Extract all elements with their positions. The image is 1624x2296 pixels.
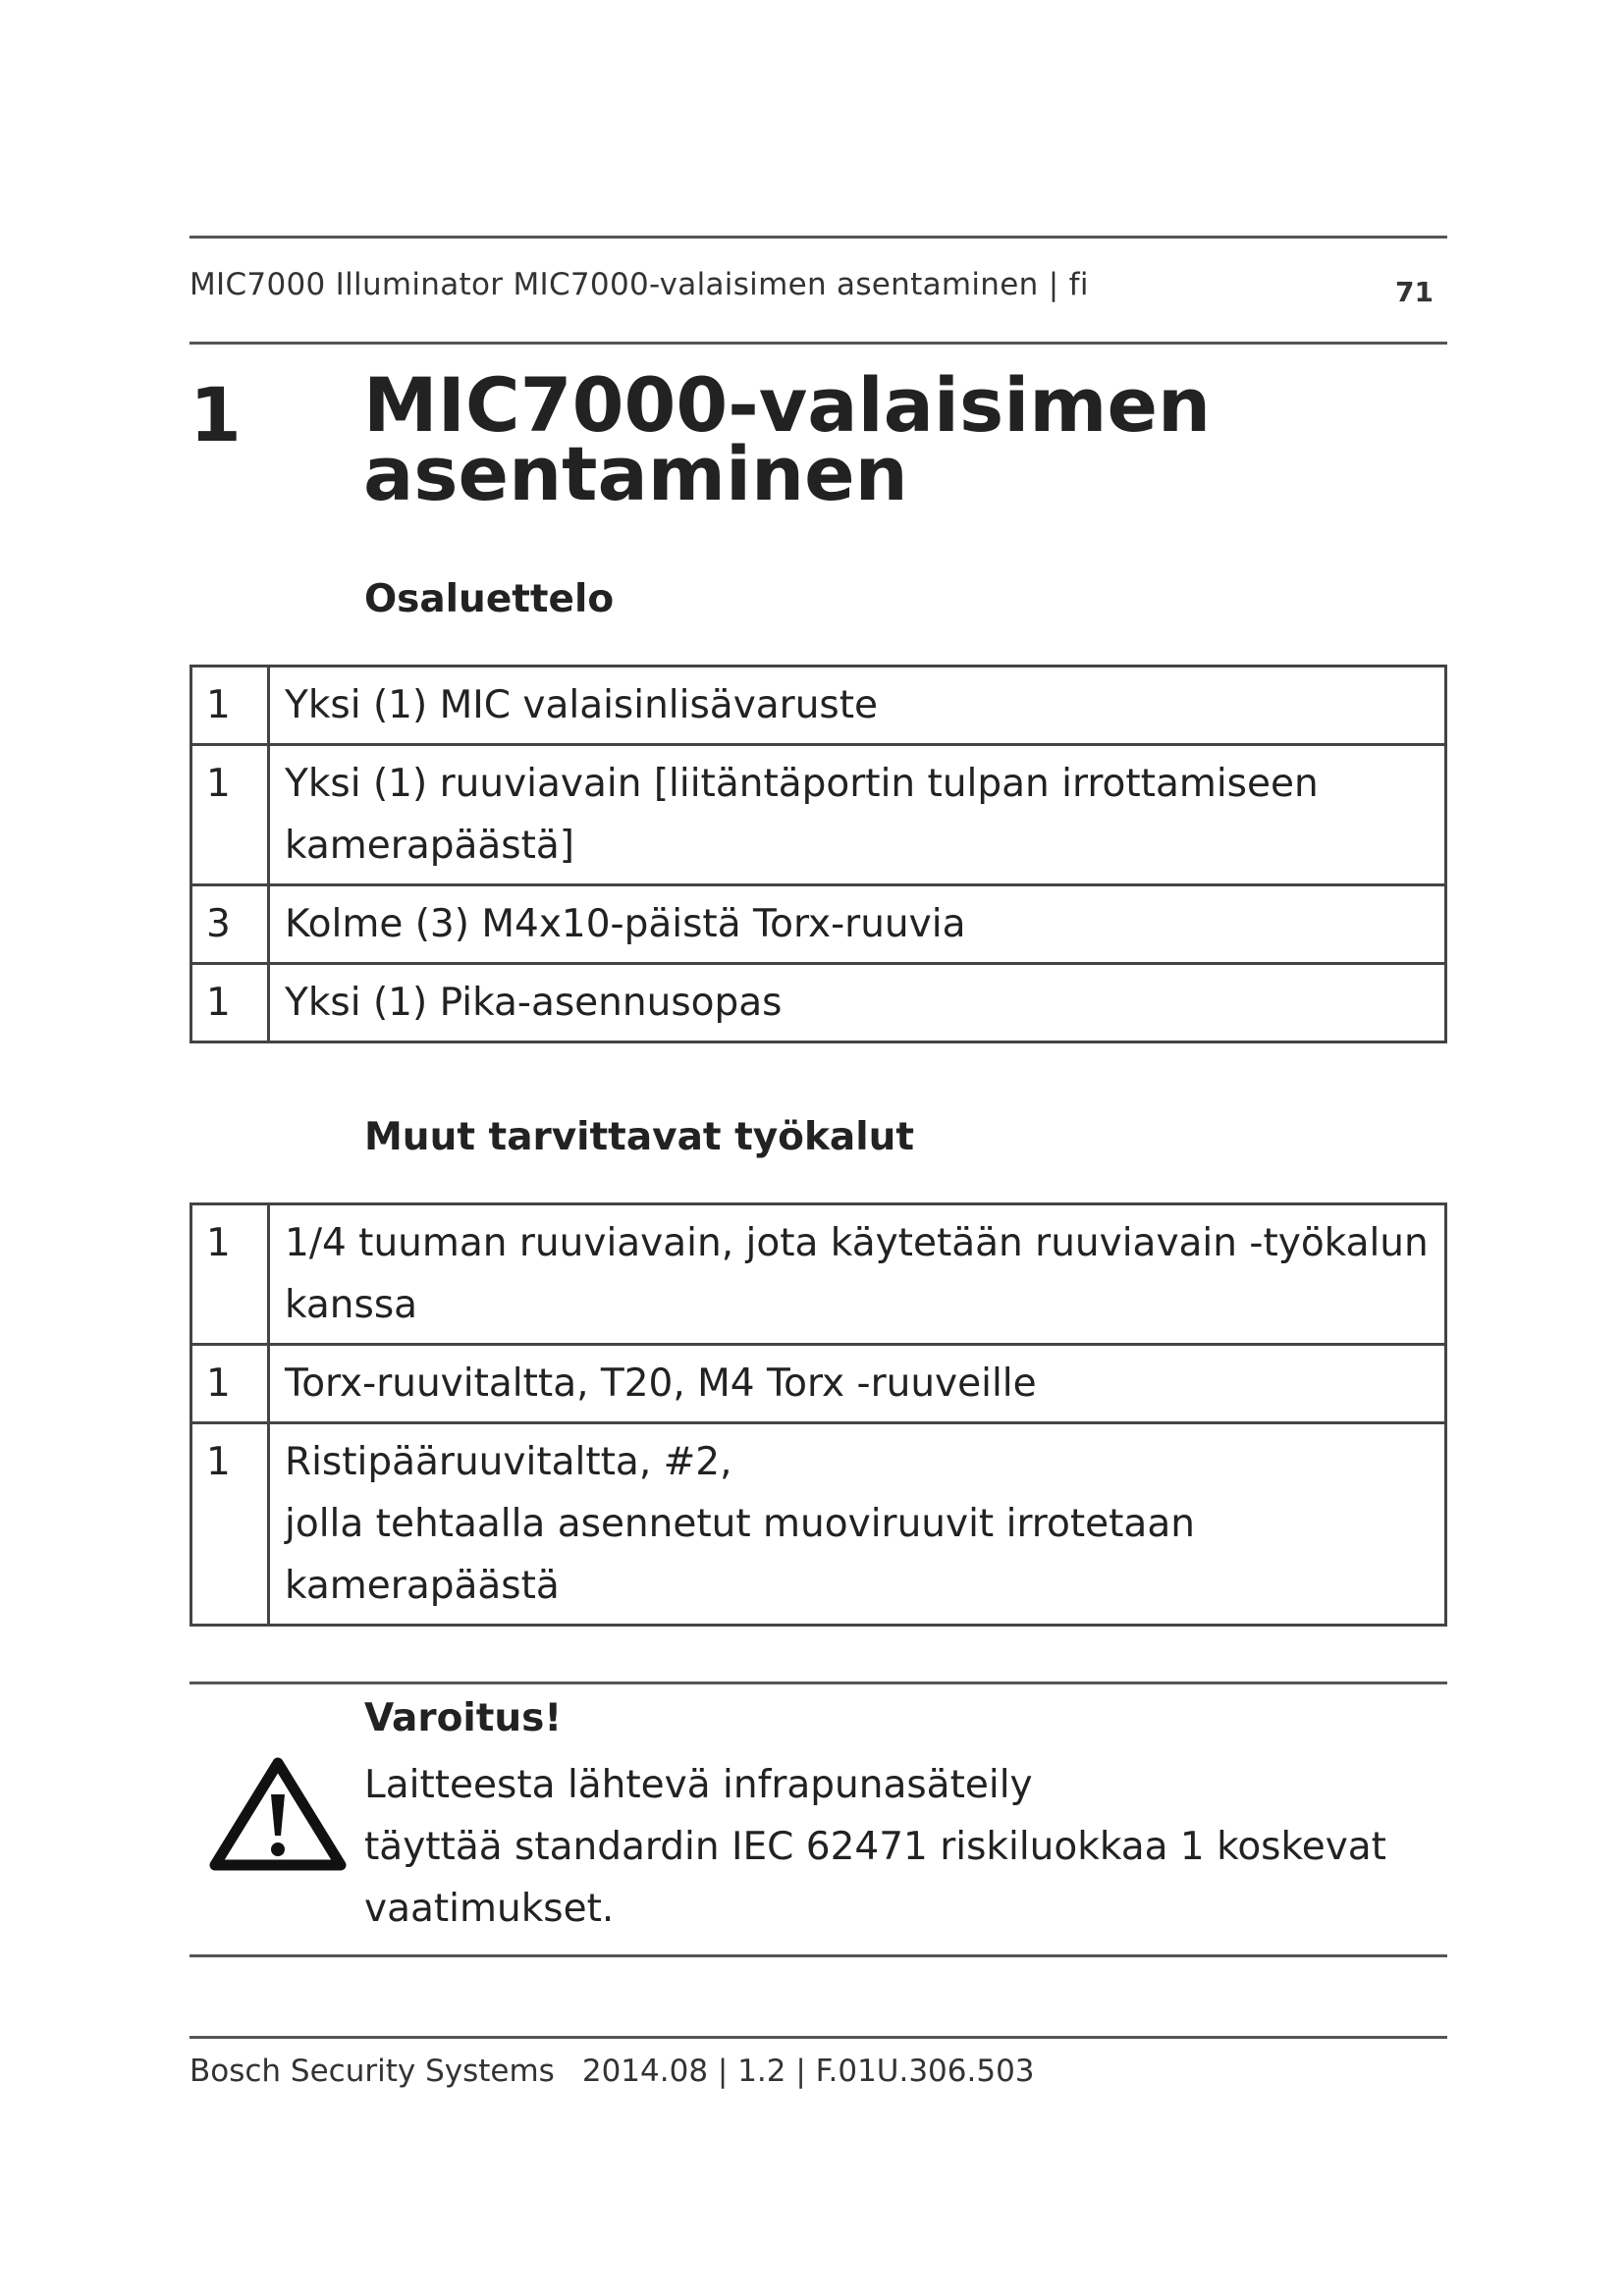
description-cell: Yksi (1) ruuviavain [liitäntäportin tulpan irrottamiseen kamerapäästä] <box>269 745 1446 885</box>
qty-cell: 3 <box>191 885 269 964</box>
tools-list-table <box>189 1202 1447 1627</box>
qty-cell: 1 <box>191 1423 269 1626</box>
table-row <box>191 667 1446 745</box>
warning-rule-top <box>189 1682 1447 1684</box>
chapter-title-line-2: asentaminen <box>363 430 908 517</box>
warning-title: Varoitus! <box>364 1696 563 1740</box>
qty-cell: 1 <box>191 964 269 1042</box>
running-header: MIC7000 Illuminator MIC7000-valaisimen asentaminen | fi <box>189 267 1089 302</box>
tools-list-heading: Muut tarvittavat työkalut <box>364 1115 914 1159</box>
header-rule-bottom <box>189 342 1447 345</box>
footer-company: Bosch Security Systems <box>189 2054 555 2089</box>
warning-triangle-icon <box>209 1755 347 1873</box>
table-row <box>191 1204 1446 1345</box>
description-cell: Yksi (1) Pika-asennusopas <box>269 964 1446 1042</box>
description-cell: Yksi (1) MIC valaisinlisävaruste <box>269 667 1446 745</box>
warning-text-line-1: Laitteesta lähtevä infrapunasäteily <box>364 1763 1033 1807</box>
chapter-title-line-1: MIC7000-valaisimen <box>363 361 1212 449</box>
table-row <box>191 964 1446 1042</box>
table-row <box>191 1423 1446 1626</box>
warning-rule-bottom <box>189 1954 1447 1957</box>
description-cell: Kolme (3) M4x10-päistä Torx-ruuvia <box>269 885 1446 964</box>
footer-rule <box>189 2036 1447 2039</box>
table-row <box>191 1345 1446 1423</box>
page-number: 71 <box>1395 276 1434 308</box>
table-row <box>191 745 1446 885</box>
description-cell: Torx-ruuvitaltta, T20, M4 Torx -ruuveille <box>269 1345 1446 1423</box>
parts-list-table <box>189 665 1447 1043</box>
description-cell: 1/4 tuuman ruuviavain, jota käytetään ruuviavain -työkalun kanssa <box>269 1204 1446 1345</box>
table-row <box>191 885 1446 964</box>
qty-cell: 1 <box>191 667 269 745</box>
description-cell <box>269 1423 1446 1626</box>
chapter-title <box>363 361 1443 517</box>
footer-doc-info: 2014.08 | 1.2 | F.01U.306.503 <box>581 2054 1035 2089</box>
qty-cell: 1 <box>191 745 269 885</box>
page-footer <box>189 2054 1035 2089</box>
parts-list-heading: Osaluettelo <box>364 577 615 621</box>
header-rule-top <box>189 236 1447 239</box>
description-line-1: Ristipääruuvitaltta, #2, <box>285 1440 732 1484</box>
qty-cell: 1 <box>191 1345 269 1423</box>
warning-text <box>364 1754 1425 1940</box>
chapter-number: 1 <box>189 371 242 458</box>
qty-cell: 1 <box>191 1204 269 1345</box>
description-line-2: jolla tehtaalla asennetut muoviruuvit irrotetaan kamerapäästä <box>285 1502 1195 1608</box>
warning-text-line-2: täyttää standardin IEC 62471 riskiluokkaa 1 koskevat vaatimukset. <box>364 1825 1386 1931</box>
